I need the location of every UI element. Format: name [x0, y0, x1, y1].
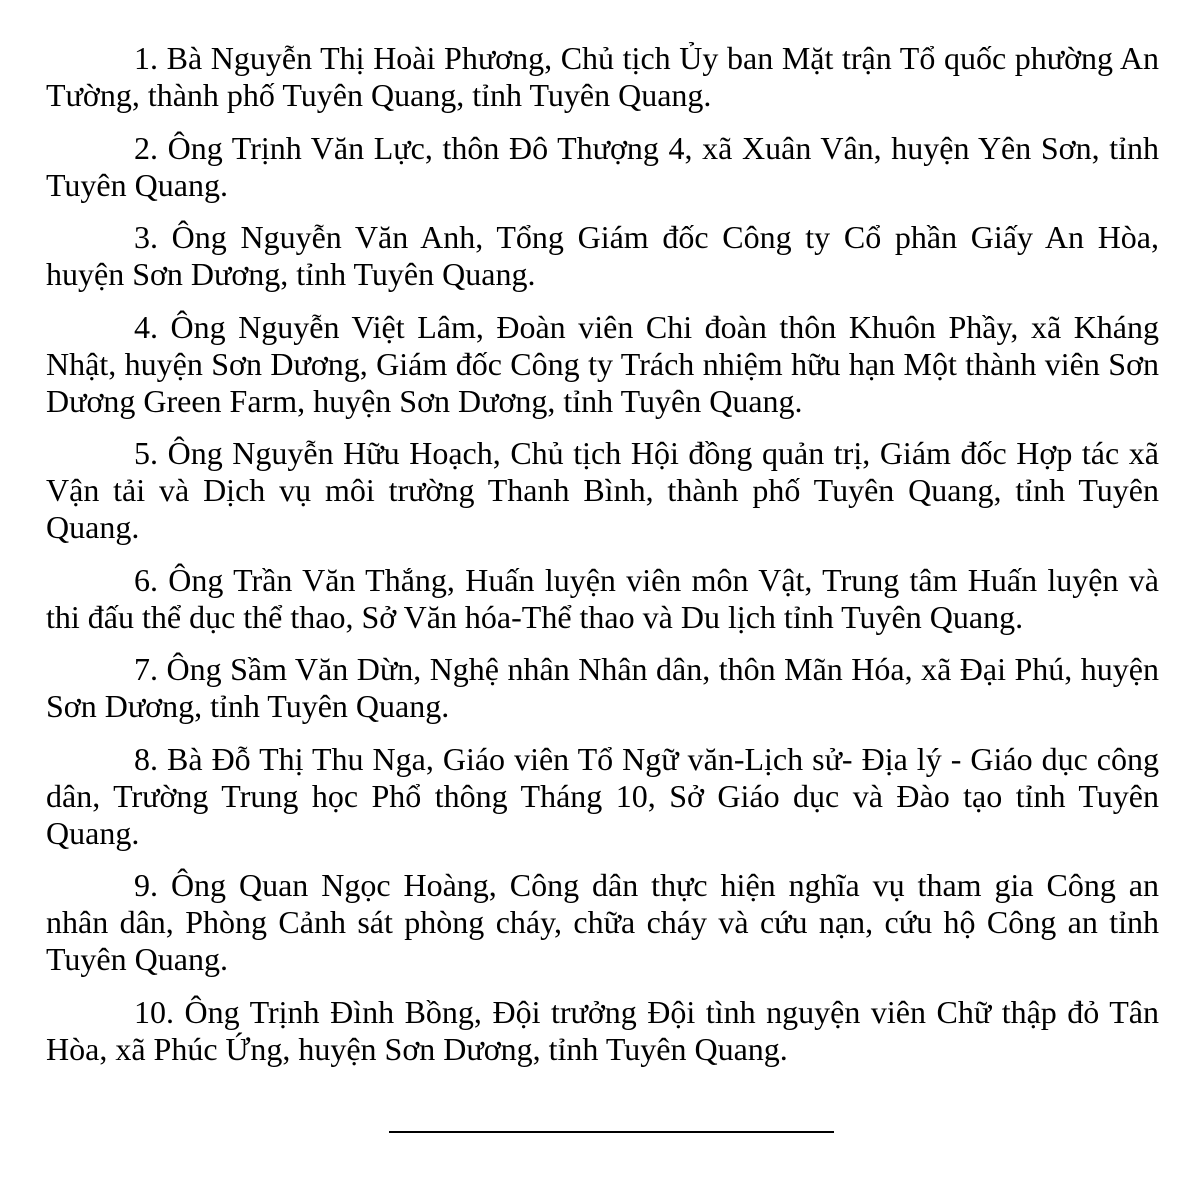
list-item: 7. Ông Sầm Văn Dừn, Nghệ nhân Nhân dân, thôn Mãn Hóa, xã Đại Phú, huyện Sơn Dương, tỉnh Tuyên Quang.	[46, 651, 1159, 724]
document-body	[46, 40, 1159, 1083]
list-item: 10. Ông Trịnh Đình Bồng, Đội trưởng Đội tình nguyện viên Chữ thập đỏ Tân Hòa, xã Phúc Ứng, huyện Sơn Dương, tỉnh Tuyên Quang.	[46, 993, 1159, 1067]
list-item: 8. Bà Đỗ Thị Thu Nga, Giáo viên Tổ Ngữ văn-Lịch sử- Địa lý - Giáo dục công dân, Trường Trung học Phổ thông Tháng 10, Sở Giáo dục và Đào tạo tỉnh Tuyên Quang.	[46, 740, 1159, 851]
list-item: 2. Ông Trịnh Văn Lực, thôn Đô Thượng 4, xã Xuân Vân, huyện Yên Sơn, tỉnh Tuyên Quang.	[46, 129, 1159, 203]
list-item: 5. Ông Nguyễn Hữu Hoạch, Chủ tịch Hội đồng quản trị, Giám đốc Hợp tác xã Vận tải và Dịch vụ môi trường Thanh Bình, thành phố Tuyên Quang, tỉnh Tuyên Quang.	[46, 435, 1159, 545]
list-item: 9. Ông Quan Ngọc Hoàng, Công dân thực hiện nghĩa vụ tham gia Công an nhân dân, Phòng Cảnh sát phòng cháy, chữa cháy và cứu nạn, cứu hộ Công an tỉnh Tuyên Quang.	[46, 867, 1159, 977]
list-item: 4. Ông Nguyễn Việt Lâm, Đoàn viên Chi đoàn thôn Khuôn Phầy, xã Kháng Nhật, huyện Sơn Dương, Giám đốc Công ty Trách nhiệm hữu hạn Một thành viên Sơn Dương Green Farm, huyện Sơn Dương, tỉnh Tuyên Quang.	[46, 308, 1159, 419]
list-item: 1. Bà Nguyễn Thị Hoài Phương, Chủ tịch Ủy ban Mặt trận Tổ quốc phường An Tường, thành phố Tuyên Quang, tỉnh Tuyên Quang.	[46, 40, 1159, 113]
list-item: 6. Ông Trần Văn Thắng, Huấn luyện viên môn Vật, Trung tâm Huấn luyện và thi đấu thể dục thể thao, Sở Văn hóa-Thể thao và Du lịch tỉnh Tuyên Quang.	[46, 561, 1159, 635]
closing-divider	[389, 1131, 834, 1133]
list-item: 3. Ông Nguyễn Văn Anh, Tổng Giám đốc Công ty Cổ phần Giấy An Hòa, huyện Sơn Dương, tỉnh Tuyên Quang.	[46, 219, 1159, 292]
